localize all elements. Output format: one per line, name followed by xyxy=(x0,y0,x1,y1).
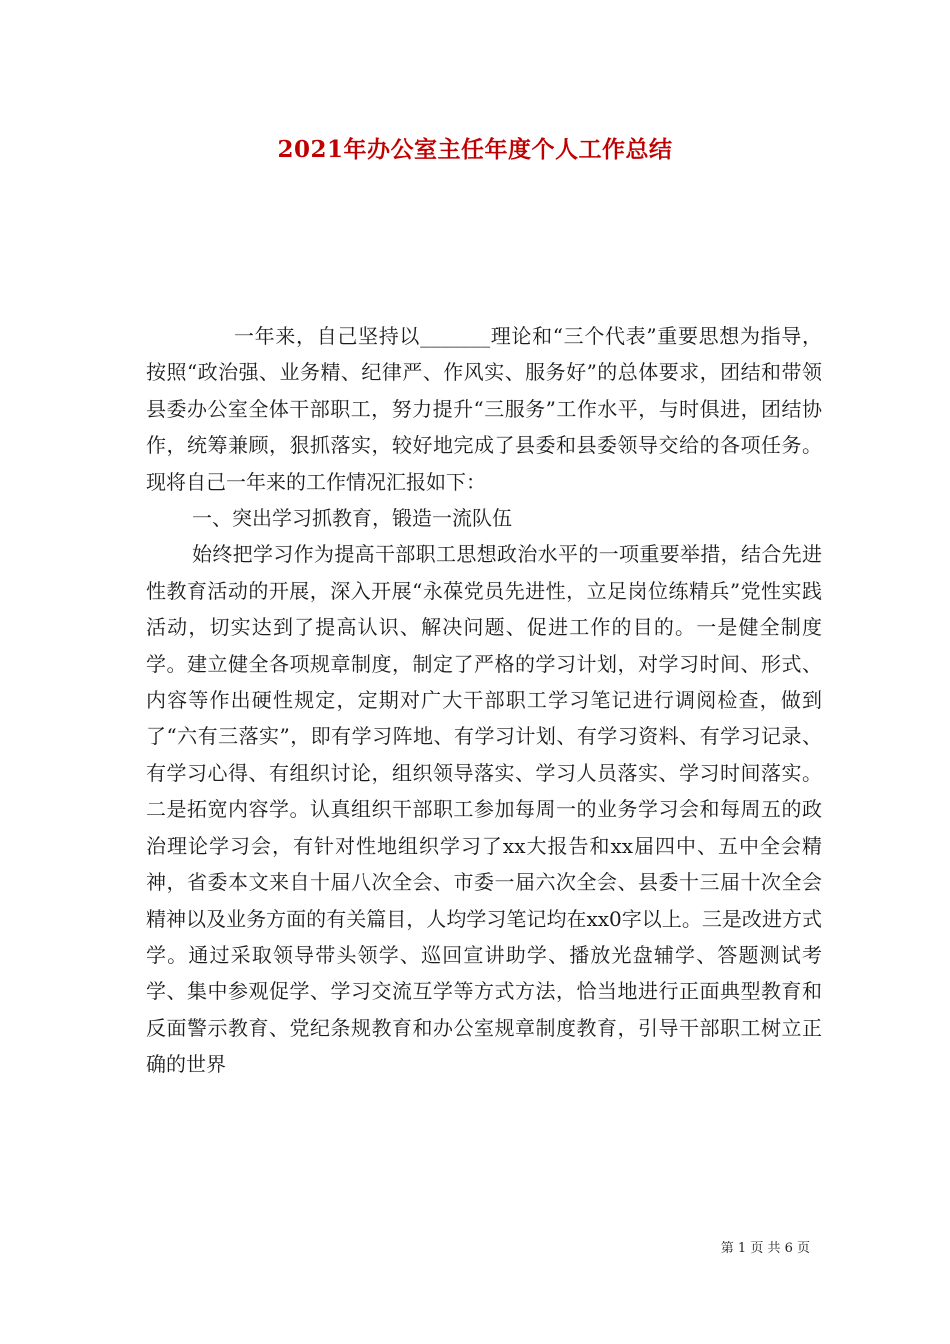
document-title: 2021年办公室主任年度个人工作总结 xyxy=(277,136,673,163)
intro-paragraph: 一年来，自己坚持以_______理论和“三个代表”重要思想为指导，按照“政治强、业务精、纪律严、作风实、服务好”的总体要求，团结和带领县委办公室全体干部职工，努力提升“三服务”工作水平，与时俱进，团结协作，统筹兼顾，狠抓落实，较好地完成了县委和县委领导交给的各项任务。现将自己一年来的工作情况汇报如下： xyxy=(146,324,822,494)
body-paragraph: 始终把学习作为提高干部职工思想政治水平的一项重要举措，结合先进性教育活动的开展，深入开展“永葆党员先进性，立足岗位练精兵”党性实践活动，切实达到了提高认识、解决问题、促进工作的目的。一是健全制度学。建立健全各项规章制度，制定了严格的学习计划，对学习时间、形式、内容等作出硬性规定，定期对广大干部职工学习笔记进行调阅检查，做到了“六有三落实”，即有学习阵地、有学习计划、有学习资料、有学习记录、有学习心得、有组织讨论，组织领导落实、学习人员落实、学习时间落实。二是拓宽内容学。认真组织干部职工参加每周一的业务学习会和每周五的政治理论学习会，有针对性地组织学习了xx大报告和xx届四中、五中全会精神，省委本文来自十届八次全会、市委一届六次全会、县委十三届十次全会精神以及业务方面的有关篇目，人均学习笔记均在xx0字以上。三是改进方式学。通过采取领导带头领学、巡回宣讲助学、播放光盘辅学、答题测试考学、集中参观促学、学习交流互学等方式方法，恰当地进行正面典型教育和反面警示教育、党纪条规教育和办公室规章制度教育，引导干部职工树立正确的世界 xyxy=(146,542,822,1077)
document-body xyxy=(146,318,822,1083)
page-number-footer: 第 1 页 共 6 页 xyxy=(720,1241,810,1256)
section-heading: 一、突出学习抓教育，锻造一流队伍 xyxy=(192,506,512,531)
